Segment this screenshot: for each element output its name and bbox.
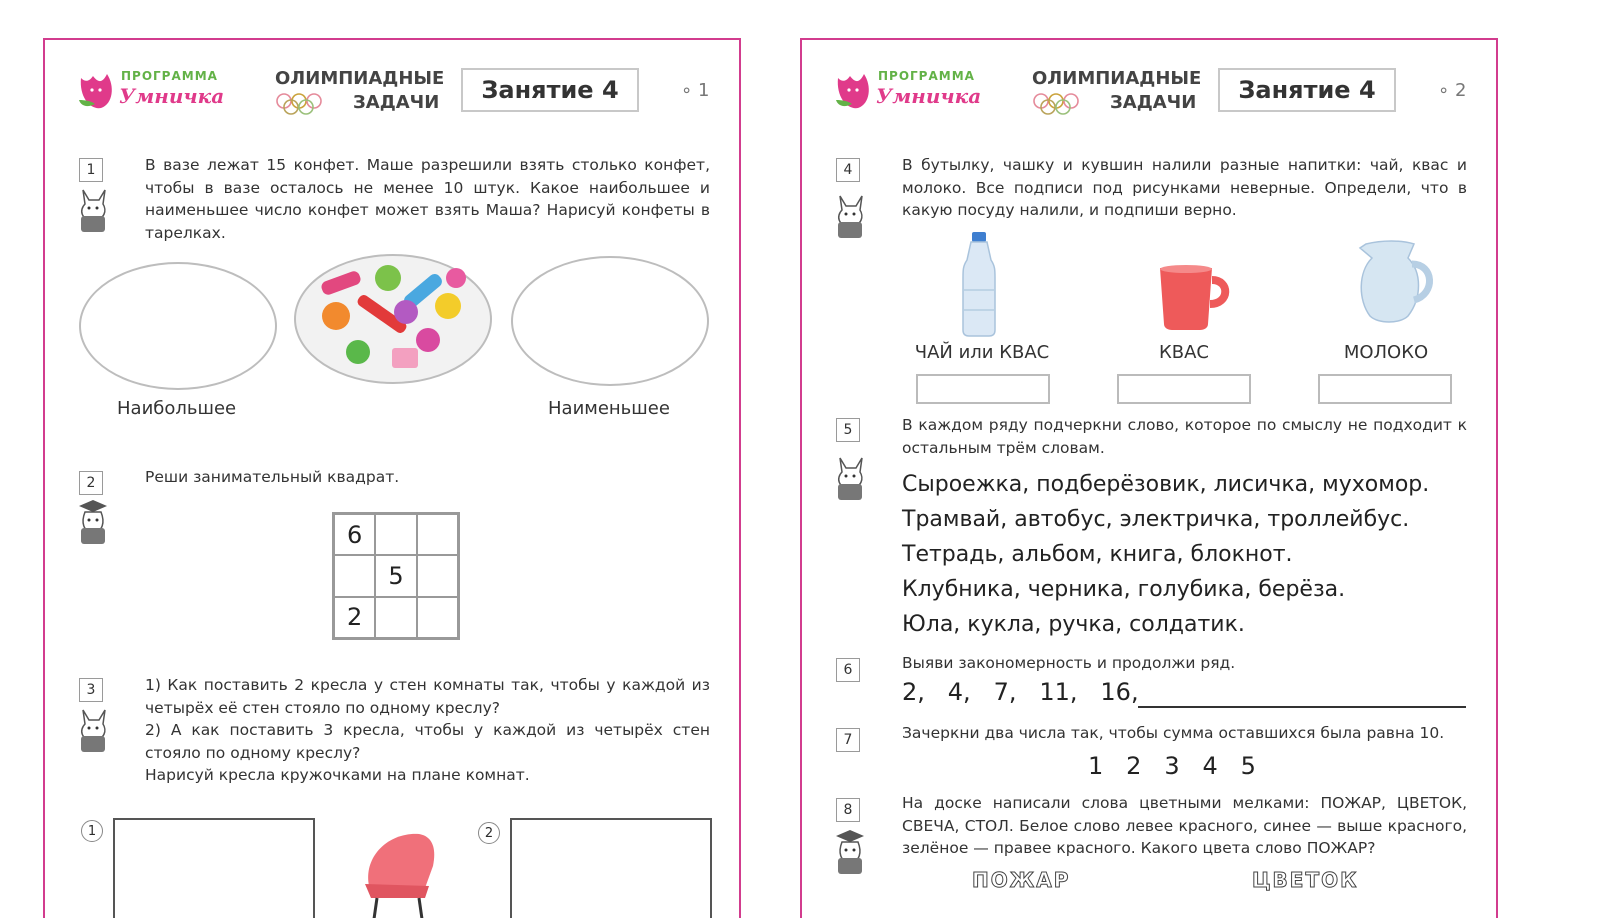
logo-brand-text: Умничка: [119, 84, 225, 108]
logo-brand-text: Умничка: [876, 84, 982, 108]
logo-small-text: ПРОГРАММА: [878, 69, 975, 83]
candies-icon: [296, 256, 492, 384]
word-rows: [902, 467, 1472, 642]
room-number-2: 2: [478, 822, 500, 844]
task-number-3: 3: [79, 678, 103, 702]
square-cell[interactable]: [334, 555, 375, 596]
board-word-2: ЦВЕТОК: [1252, 868, 1359, 892]
olympiad-title: [1028, 68, 1202, 118]
olympiad-title-line1: ОЛИМПИАДНЫЕ: [275, 68, 445, 89]
square-cell[interactable]: 6: [334, 514, 375, 555]
plate-largest[interactable]: [79, 262, 277, 390]
task-number-1: 1: [79, 158, 103, 182]
plate-smallest[interactable]: [511, 256, 709, 386]
answer-line[interactable]: [1138, 706, 1466, 708]
mascot-reading-icon: [832, 454, 868, 506]
answer-box-jug[interactable]: [1318, 374, 1452, 404]
task-number-8: 8: [836, 798, 860, 822]
lesson-title: Занятие 4: [1218, 68, 1396, 112]
word-row[interactable]: Трамвай, автобус, электричка, троллейбус.: [902, 507, 1410, 532]
task3-text: [145, 674, 710, 787]
room-plan-1[interactable]: [113, 818, 315, 918]
label-bottle: ЧАЙ или КВАС: [914, 342, 1050, 363]
task7-text: Зачеркни два числа так, чтобы сумма оставшихся была равна 10.: [902, 724, 1445, 742]
page-number-value: 1: [698, 80, 710, 101]
mascot-graduate-icon: [832, 828, 868, 880]
square-cell[interactable]: [375, 514, 416, 555]
square-cell[interactable]: 2: [334, 597, 375, 638]
olympiad-title-line2: ЗАДАЧИ: [353, 92, 440, 113]
square-cell[interactable]: [417, 555, 458, 596]
lesson-title: Занятие 4: [461, 68, 639, 112]
square-cell[interactable]: [417, 514, 458, 555]
task1-text: В вазе лежат 15 конфет. Маше разрешили взять столько конфет, чтобы в вазе осталось не менее 10 штук. Какое наибольшее и наименьшее число конфет может взять Маша? Нарисуй конфеты в тарелках.: [145, 156, 710, 242]
number-sequence: 2, 4, 7, 11, 16,: [902, 678, 1139, 706]
vase-with-candies: [294, 254, 492, 384]
mascot-reading-icon: [75, 186, 111, 238]
task5-text: В каждом ряду подчеркни слово, которое по смыслу не подходит к остальным трём словам.: [902, 416, 1467, 457]
page-number: ∘ 2: [1438, 80, 1467, 101]
mascot-graduate-icon: [75, 498, 111, 550]
jug-icon: [1352, 238, 1438, 326]
square-cell[interactable]: [417, 597, 458, 638]
label-largest: Наибольшее: [117, 398, 237, 419]
square-cell[interactable]: [375, 597, 416, 638]
task3-line3: Нарисуй кресла кружочками на плане комнат.: [145, 766, 530, 784]
mascot-reading-icon: [832, 192, 868, 244]
label-jug: МОЛОКО: [1343, 342, 1429, 363]
task3-line2: 2) А как поставить 3 кресла, чтобы у каждой из четырёх стен стояло по одному креслу?: [145, 721, 710, 762]
flower-logo-icon: [834, 68, 874, 112]
task-number-5: 5: [836, 418, 860, 442]
cup-icon: [1154, 262, 1234, 332]
answer-box-bottle[interactable]: [916, 374, 1050, 404]
olympic-rings-icon: [1032, 92, 1080, 116]
olympiad-title-line1: ОЛИМПИАДНЫЕ: [1032, 68, 1202, 89]
armchair-icon: [359, 826, 439, 918]
task6-text: Выяви закономерность и продолжи ряд.: [902, 654, 1236, 672]
logo: [834, 66, 984, 116]
logo-small-text: ПРОГРАММА: [121, 69, 218, 83]
olympic-rings-icon: [275, 92, 323, 116]
board-word-1: ПОЖАР: [972, 868, 1071, 892]
task3-line1: 1) Как поставить 2 кресла у стен комнаты так, чтобы у каждой из четырёх её стен стояло по одному креслу?: [145, 676, 710, 717]
word-row[interactable]: Сыроежка, подберёзовик, лисичка, мухомор.: [902, 472, 1430, 497]
olympiad-title: [271, 68, 445, 118]
word-row[interactable]: Тетрадь, альбом, книга, блокнот.: [902, 542, 1293, 567]
word-row[interactable]: Юла, кукла, ручка, солдатик.: [902, 612, 1245, 637]
task-number-7: 7: [836, 728, 860, 752]
answer-box-cup[interactable]: [1117, 374, 1251, 404]
logo: [77, 66, 227, 116]
task2-text: Реши занимательный квадрат.: [145, 468, 400, 486]
magic-square: [332, 512, 460, 640]
room-number-1: 1: [81, 820, 103, 842]
worksheet-page-2: [800, 38, 1498, 918]
numbers-row[interactable]: 1 2 3 4 5: [1088, 752, 1256, 780]
task8-text: На доске написали слова цветными мелками: ПОЖАР, ЦВЕТОК, СВЕЧА, СТОЛ. Белое слово левее красного, синее — выше красного, зелёное — правее красного. Какого цвета слово ПОЖАР?: [902, 794, 1467, 857]
room-plan-2[interactable]: [510, 818, 712, 918]
task4-text: В бутылку, чашку и кувшин налили разные напитки: чай, квас и молоко. Все подписи под рисунками неверные. Определи, что в какую посуду налили, и подпиши верно.: [902, 156, 1467, 219]
task-number-2: 2: [79, 471, 103, 495]
olympiad-title-line2: ЗАДАЧИ: [1110, 92, 1197, 113]
mascot-reading-icon: [75, 706, 111, 758]
square-cell[interactable]: 5: [375, 555, 416, 596]
task-number-4: 4: [836, 158, 860, 182]
task-number-6: 6: [836, 658, 860, 682]
worksheet-page-1: [43, 38, 741, 918]
label-smallest: Наименьшее: [548, 398, 670, 419]
flower-logo-icon: [77, 68, 117, 112]
page-number-value: 2: [1455, 80, 1467, 101]
page-number: ∘ 1: [681, 80, 710, 101]
bottle-icon: [959, 230, 999, 338]
word-row[interactable]: Клубника, черника, голубика, берёза.: [902, 577, 1346, 602]
label-cup: КВАС: [1158, 342, 1209, 363]
